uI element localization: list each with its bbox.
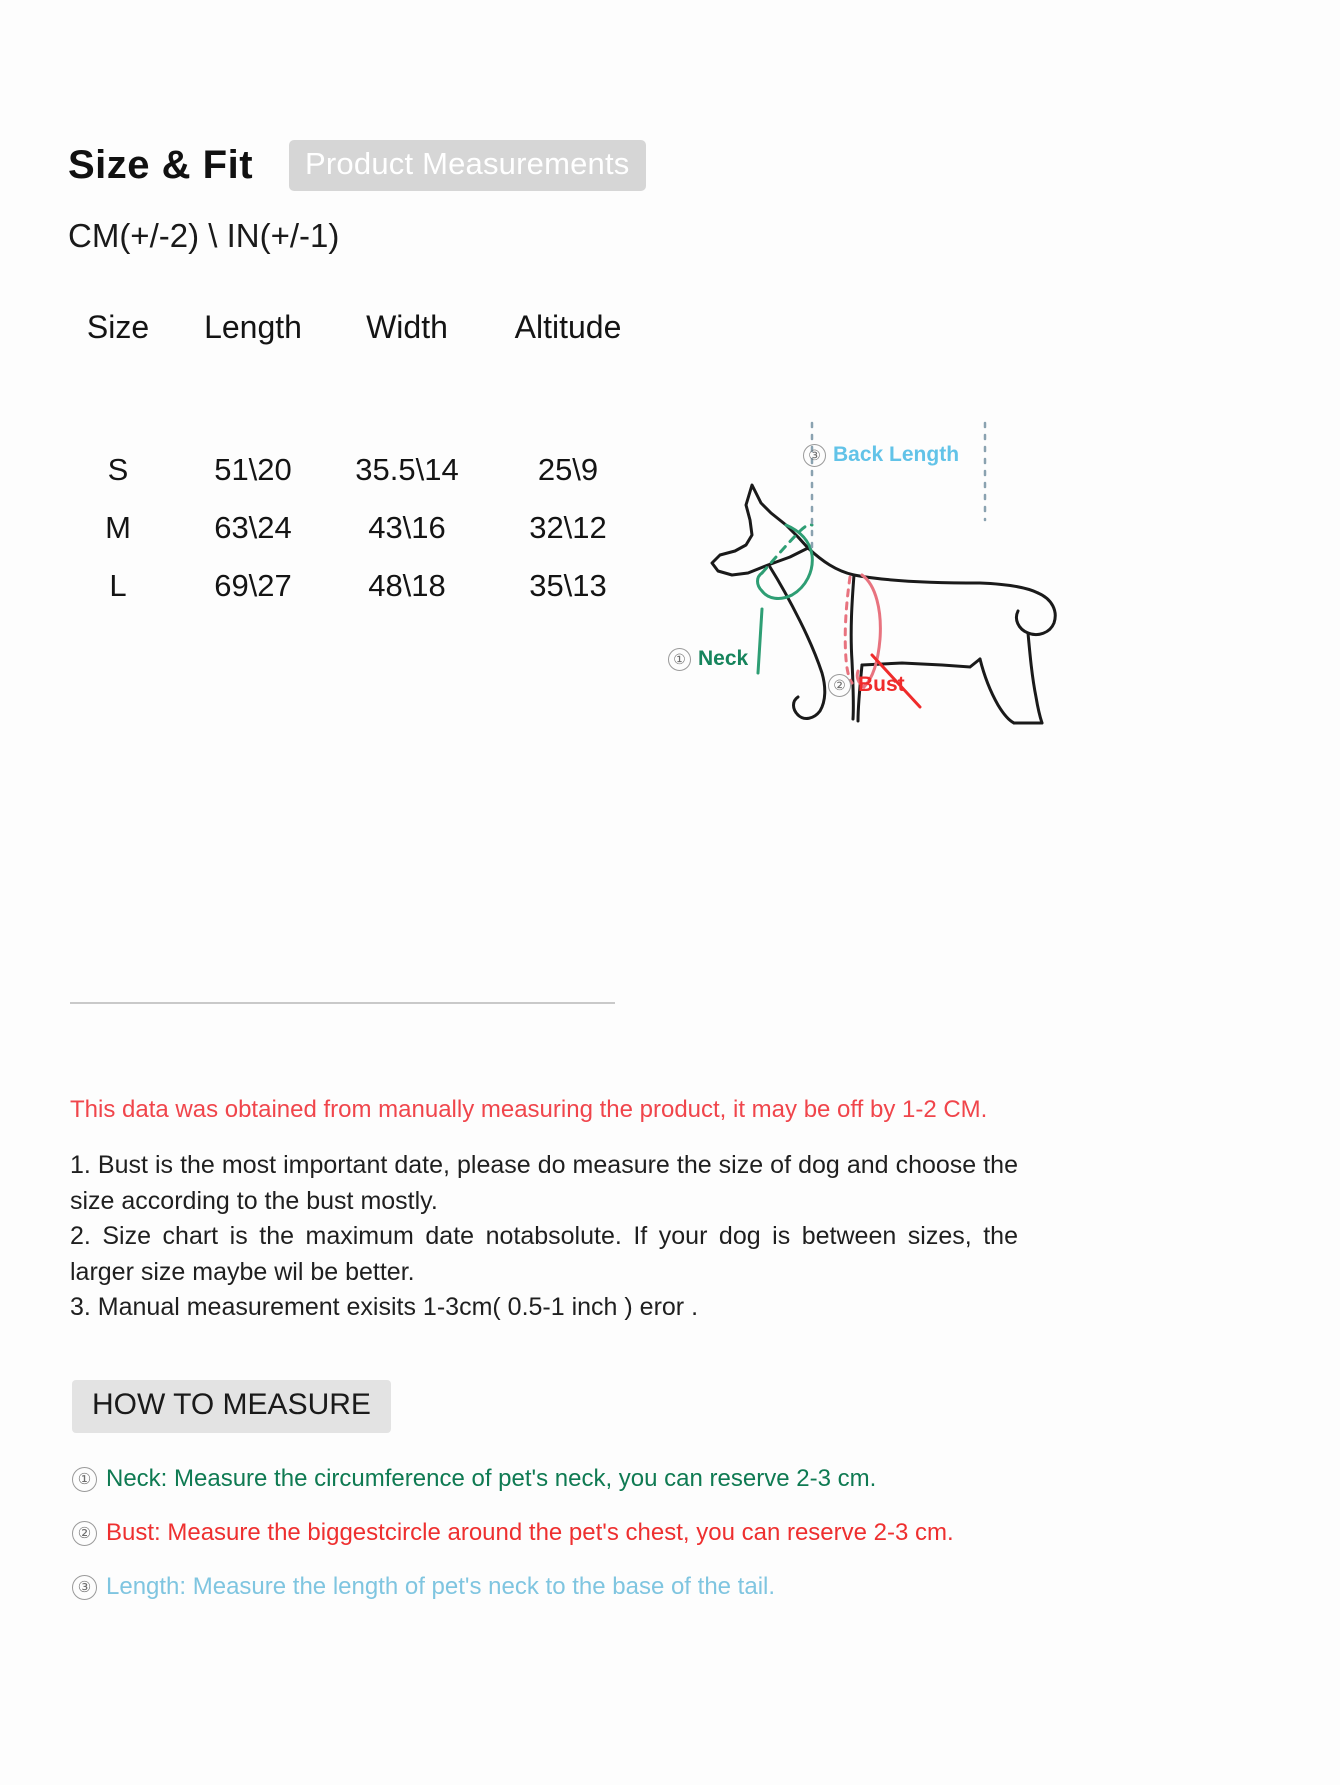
table-row [62, 557, 654, 615]
column-header-altitude: Altitude [514, 308, 622, 345]
dog-chest-line [851, 575, 854, 719]
cell-length: 51\20 [214, 452, 292, 487]
column-header-width: Width [366, 308, 448, 345]
legend-neck-text: Neck: Measure the circumference of pet's neck, you can reserve 2-3 cm. [106, 1465, 877, 1492]
neck-leader-line [758, 609, 762, 673]
dog-hind-leg-back [1028, 633, 1042, 723]
cell-width: 43\16 [368, 510, 446, 545]
bust-number: ② [828, 674, 851, 697]
cell-width: 48\18 [368, 568, 446, 603]
section-divider [70, 1002, 615, 1004]
legend-length-text: Length: Measure the length of pet's neck to the base of the tail. [106, 1573, 776, 1600]
neck-text: Neck [698, 647, 749, 670]
cell-size: M [105, 510, 131, 545]
cell-length: 69\27 [214, 568, 292, 603]
dog-measurement-diagram [640, 415, 1070, 745]
dog-tail-outline [1016, 593, 1055, 635]
neck-label [668, 647, 748, 671]
back-length-label [803, 443, 959, 467]
neck-loop-front [762, 525, 812, 598]
table-row [62, 499, 654, 557]
note-item: 1. Bust is the most important date, please do measure the size of dog and choose the size according to the bust mostly. [70, 1151, 1018, 1215]
cell-length: 63\24 [214, 510, 292, 545]
note-item: 3. Manual measurement exisits 1-3cm( 0.5-1 inch ) eror . [70, 1293, 699, 1321]
how-to-measure-badge: HOW TO MEASURE [72, 1380, 391, 1433]
page-title: Size & Fit [68, 143, 254, 187]
table-header-row [62, 300, 654, 354]
cell-width: 35.5\14 [355, 452, 459, 487]
legend-neck-number: ① [72, 1467, 97, 1492]
back-length-number: ③ [803, 444, 826, 467]
back-length-text: Back Length [833, 443, 960, 466]
note-item: 2. Size chart is the maximum date notabsolute. If your dog is between sizes, the larger size maybe wil be better. [70, 1222, 1018, 1286]
table-row [62, 354, 654, 499]
legend-bust-number: ② [72, 1521, 97, 1546]
product-measurements-badge: Product Measurements [289, 140, 645, 191]
legend-item-length [72, 1573, 1072, 1601]
unit-subtitle: CM(+/-2) \ IN(+/-1) [68, 217, 340, 254]
how-to-measure-legend [72, 1465, 1072, 1627]
neck-loop-bottom [758, 573, 763, 591]
legend-item-neck [72, 1465, 1072, 1493]
legend-length-number: ③ [72, 1575, 97, 1600]
cell-size: S [107, 452, 129, 487]
column-header-length: Length [204, 308, 302, 345]
dog-back-outline [808, 548, 1038, 593]
bust-loop-front [862, 575, 880, 687]
cell-size: L [109, 568, 127, 603]
measurement-warning: This data was obtained from manually measuring the product, it may be off by 1-2 CM. [70, 1096, 988, 1123]
cell-altitude: 32\12 [529, 510, 607, 545]
column-header-size: Size [86, 308, 150, 345]
dog-front-paw-outline [794, 697, 799, 715]
bust-text: Bust [858, 673, 905, 696]
size-table [62, 300, 654, 615]
neck-number: ① [668, 648, 691, 671]
dog-hind-leg-front [980, 659, 1014, 723]
header [68, 140, 646, 191]
legend-bust-text: Bust: Measure the biggestcircle around the pet's chest, you can reserve 2-3 cm. [106, 1519, 954, 1546]
cell-altitude: 25\9 [537, 452, 599, 487]
legend-item-bust [72, 1519, 1072, 1547]
cell-altitude: 35\13 [529, 568, 607, 603]
notes-list [70, 1148, 1018, 1326]
bust-label [828, 673, 905, 697]
